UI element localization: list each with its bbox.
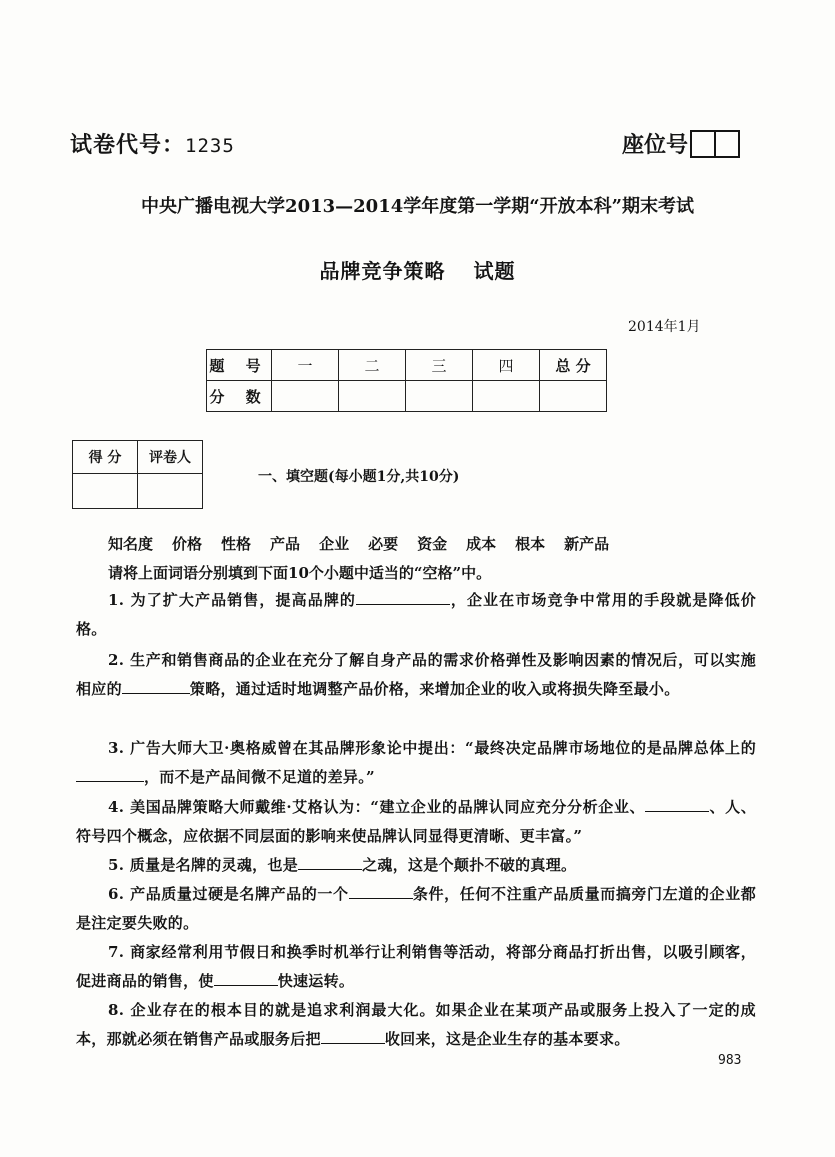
- grader-table: [72, 440, 203, 509]
- answer-blank: [356, 590, 450, 605]
- instruction: 请将上面词语分别填到下面10个小题中适当的“空格”中。: [108, 564, 492, 582]
- score-cell: [473, 381, 540, 412]
- course-name: 品牌竞争策略: [319, 259, 446, 283]
- word-bank-item: 根本: [515, 535, 546, 553]
- question: 6. 产品质量过硬是名牌产品的一个 条件，任何不注重产品质量而搞旁门左道的企业都是注定要失败的。: [76, 885, 756, 932]
- exam-code: [70, 128, 235, 159]
- answer-blank: [321, 1029, 385, 1044]
- page-number: 983: [718, 1053, 742, 1068]
- question: 1. 为了扩大产品销售，提高品牌的 ，企业在市场竞争中常用的手段就是降低价格。: [76, 591, 757, 638]
- question: 5. 质量是名牌的灵魂，也是 之魂，这是个颠扑不破的真理。: [108, 856, 577, 874]
- word-bank-item: 资金: [417, 535, 448, 553]
- score-table-score-row: [207, 381, 607, 412]
- answer-blank: [76, 767, 144, 782]
- word-bank-item: 必要: [368, 535, 399, 553]
- question: 2. 生产和销售商品的企业在充分了解自身产品的需求价格弹性及影响因素的情况后，可以实施相应的 策略，通过适时地调整产品价格，来增加企业的收入或将损失降至最小。: [76, 651, 756, 698]
- word-bank-item: 性格: [221, 535, 252, 553]
- score-table-header: 题 号: [207, 350, 272, 381]
- answer-blank: [298, 855, 362, 870]
- exam-code-label: 试卷代号：: [70, 132, 186, 158]
- answer-blank: [349, 884, 413, 899]
- score-table-header: 二: [339, 350, 406, 381]
- question: 3. 广告大师大卫·奥格威曾在其品牌形象论中提出：“最终决定品牌市场地位的是品牌总体上的，而不是产品间微不足道的差异。”: [76, 734, 756, 792]
- seat-box: [716, 130, 740, 158]
- grader-name-cell: [138, 474, 203, 509]
- score-table-header: 四: [473, 350, 540, 381]
- seat-box: [690, 130, 716, 158]
- score-table: [206, 349, 607, 412]
- question: 8. 企业存在的根本目的就是追求利润最大化。如果企业在某项产品或服务上投入了一定的成本，那就必须在销售产品或服务后把 收回来，这是企业生存的基本要求。: [76, 1001, 756, 1048]
- score-table-row-label: 分 数: [207, 381, 272, 412]
- question: 4. 美国品牌策略大师戴维·艾格认为：“建立企业的品牌认同应充分分析企业、 、人、符号四个概念，应依据不同层面的影响来使品牌认同显得更清晰、更丰富。”: [76, 798, 756, 845]
- answer-blank: [645, 797, 709, 812]
- word-bank-item: 成本: [466, 535, 497, 553]
- score-cell: [406, 381, 473, 412]
- score-table-header-row: [207, 350, 607, 381]
- word-bank: [108, 533, 628, 554]
- question: 7. 商家经常利用节假日和换季时机举行让利销售等活动，将部分商品打折出售，以吸引顾客，促进商品的销售，使 快速运转。: [76, 943, 756, 990]
- score-table-header: 三: [406, 350, 473, 381]
- score-table-header: 总 分: [540, 350, 607, 381]
- score-cell: [339, 381, 406, 412]
- section-title: 一、填空题(每小题1分,共10分): [258, 469, 460, 485]
- word-bank-item: 企业: [319, 535, 350, 553]
- exam-code-number: 1235: [185, 135, 235, 157]
- word-bank-item: 产品: [270, 535, 301, 553]
- grader-table-header: 得 分: [73, 441, 138, 474]
- seat-number: [622, 128, 740, 159]
- seat-number-label: 座位号: [622, 132, 689, 158]
- score-cell: [272, 381, 339, 412]
- university-title: 中央广播电视大学2013—2014学年度第一学期“开放本科”期末考试: [141, 196, 694, 217]
- grader-score-cell: [73, 474, 138, 509]
- answer-blank: [214, 971, 278, 986]
- score-cell: [540, 381, 607, 412]
- word-bank-item: 知名度: [108, 535, 154, 553]
- exam-title: [0, 255, 835, 284]
- word-bank-item: 新产品: [564, 535, 610, 553]
- exam-title-suffix: 试题: [473, 259, 516, 283]
- word-bank-item: 价格: [172, 535, 203, 553]
- answer-blank: [122, 679, 190, 694]
- seat-number-boxes: [690, 130, 740, 158]
- score-table-header: 一: [272, 350, 339, 381]
- exam-date: 2014年1月: [628, 319, 701, 335]
- grader-table-header: 评卷人: [138, 441, 203, 474]
